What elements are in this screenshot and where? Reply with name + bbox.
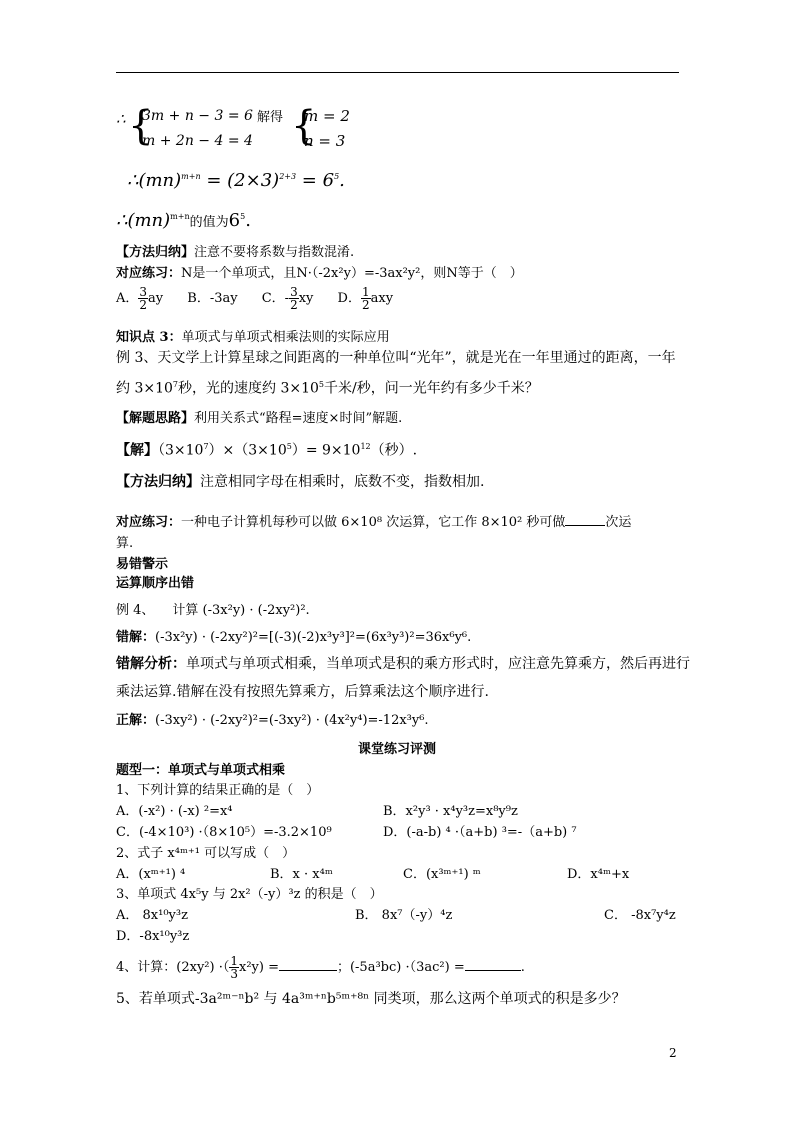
- q3-choice-a: A． 8x¹⁰y³z: [116, 908, 188, 923]
- value-expr: ∴(mn): [116, 210, 171, 231]
- knowledge-point-3: [116, 330, 390, 346]
- q4-sep: ；(-5a³bc) ·（3ac²) =: [336, 960, 465, 975]
- choice-c-fraction: [289, 286, 299, 311]
- analysis-label: 错解分析：: [116, 656, 186, 672]
- q2-choice-c: C．(x³ᵐ⁺¹) ᵐ: [403, 867, 481, 882]
- equation-2: m + 2n − 4 = 4: [142, 133, 253, 149]
- value-tail: 的值为: [189, 215, 229, 230]
- ex3-exp-2: 5: [318, 380, 324, 389]
- practice-2: [116, 515, 631, 531]
- choices-row-1: [116, 286, 393, 311]
- q4-blank-2[interactable]: [465, 970, 521, 971]
- kp3-label: 知识点 3：: [116, 330, 182, 345]
- wrong-text: (-3x²y) · (-2xy²)²=[(-3)(-2)x³y³]²=(6x³y³)²=36x⁶y⁶.: [155, 630, 472, 645]
- q1-choice-a: A．(-x²) · (-x) ²=x⁴: [116, 804, 233, 819]
- choice-a-numerator: 3: [139, 285, 148, 299]
- sol-exp-3: 12: [360, 442, 371, 451]
- q4: [116, 955, 525, 980]
- q4-numerator: 1: [230, 954, 238, 968]
- practice-label-2: 对应练习：: [116, 515, 182, 530]
- ex3-c: 千米/秒，问一光年约有多少千米？: [324, 380, 539, 397]
- power-equation: [127, 170, 345, 192]
- analysis-text-1: 单项式与单项式相乘，当单项式是积的乘方形式时，应注意先算乘方，然后再进行: [186, 656, 690, 672]
- q4-end: .: [520, 960, 525, 975]
- error-analysis-line-2: 乘法运算.错解在没有按照先算乘方，后算乘法这个顺序进行.: [116, 684, 489, 700]
- value-expr-exp: m+n: [170, 212, 190, 221]
- practice-1: [116, 266, 523, 282]
- choice-d-prefix: D．: [337, 291, 361, 306]
- sol-b: ）×（3×10: [208, 442, 287, 459]
- q5: 5、若单项式-3a²ᵐ⁻ⁿb² 与 4a³ᵐ⁺ⁿb⁵ᵐ⁺⁸ⁿ 同类项，那么这两个单项式的积是多少？: [116, 991, 626, 1007]
- sol-a: （3×10: [158, 442, 204, 459]
- value-number: 6: [228, 210, 241, 231]
- practice-label-1: 对应练习：: [116, 266, 182, 281]
- practice-text-2a: 一种电子计算机每秒可以做 6×10⁸ 次运算，它工作 8×10² 秒可做: [181, 515, 566, 530]
- solution-line: [116, 442, 417, 459]
- q4-denominator: 3: [230, 967, 238, 981]
- warning-title: 易错警示: [116, 557, 169, 572]
- ex3-exp-1: 7: [172, 380, 178, 389]
- choice-a-suffix: ay: [148, 291, 164, 306]
- kp3-text: 单项式与单项式相乘法则的实际应用: [181, 330, 390, 345]
- sol-c: ）= 9×10: [291, 442, 361, 459]
- left-brace: {: [128, 103, 154, 149]
- q3-choice-c: C． -8x⁷y⁴z: [604, 908, 676, 923]
- q1-choice-d: D．(-a-b) ⁴ ·（a+b) ³=-（a+b) ⁷: [383, 825, 577, 840]
- practice-text-2b: 次运: [605, 515, 632, 530]
- sol-d: （秒）.: [370, 442, 418, 459]
- q2-choice-a: A．(xᵐ⁺¹) ⁴: [116, 867, 186, 882]
- q1-choice-b: B．x²y³ · x⁴y³z=x⁸y⁹z: [383, 804, 518, 819]
- q1-stem: 1、下列计算的结果正确的是（ ）: [116, 783, 320, 798]
- right-brace: {: [291, 103, 317, 149]
- choice-d-suffix: axy: [370, 291, 394, 306]
- answer-blank[interactable]: [565, 525, 605, 526]
- power-rhs-exp: 5: [334, 172, 340, 181]
- section-title: 课堂练习评测: [357, 742, 436, 757]
- wrong-label: 错解：: [116, 630, 156, 645]
- value-line: [116, 210, 251, 232]
- practice-2-line-2: 算.: [116, 536, 134, 551]
- choice-c-numerator: 3: [290, 285, 298, 299]
- q3-choice-d: D．-8x¹⁰y³z: [116, 929, 190, 944]
- sol-exp-1: 7: [203, 442, 209, 451]
- correct-label: 正解：: [116, 713, 156, 728]
- header-rule: [116, 72, 679, 73]
- q4-pre: 4、计算：(2xy²) ·（: [116, 960, 230, 975]
- choice-b: B．-3ay: [187, 291, 238, 306]
- choice-c-suffix: xy: [298, 291, 314, 306]
- value-end: .: [245, 210, 251, 231]
- ex3-b: 秒，光的速度约 3×10: [178, 380, 319, 397]
- sol-label: 【解】: [116, 442, 158, 459]
- q1-choice-c: C．(-4×10³) ·（8×10⁵）=-3.2×10⁹: [116, 825, 332, 840]
- warning-subtitle: 运算顺序出错: [116, 576, 195, 591]
- therefore-symbol: ∴: [116, 110, 126, 128]
- example-3-line-1: 例 3、天文学上计算星球之间距离的一种单位叫“光年”，就是光在一年里通过的距离，一年: [116, 350, 676, 366]
- power-rhs: = 6: [296, 170, 335, 191]
- example-4: [116, 603, 310, 619]
- solution-m: m = 2: [304, 107, 350, 125]
- method-note-1: [116, 245, 354, 261]
- q4-blank-1[interactable]: [279, 970, 337, 971]
- correct-text: (-3xy²) · (-2xy²)²=(-3xy²) · (4x²y⁴)=-12x³y⁶.: [155, 713, 429, 728]
- solve-label: 解得: [257, 110, 284, 125]
- error-analysis-line-1: [116, 656, 690, 673]
- method-note-2: [116, 474, 484, 491]
- value-number-exp: 5: [240, 212, 246, 221]
- q3-stem: 3、单项式 4x⁵y 与 2x²（-y）³z 的积是（ ）: [116, 887, 383, 902]
- q4-fraction: [229, 955, 239, 980]
- choice-d-denominator: 2: [361, 298, 370, 312]
- method-label-2: 【方法归纳】: [116, 474, 200, 490]
- solution-n: n = 3: [304, 132, 346, 150]
- choice-d-fraction: [361, 286, 371, 311]
- ex4-label: 例 4、: [116, 603, 155, 618]
- q2-choice-b: B．x · x⁴ᵐ: [270, 867, 333, 882]
- sol-exp-2: 5: [286, 442, 292, 451]
- ex3-a: 约 3×10: [116, 380, 173, 397]
- question-type-1: 题型一：单项式与单项式相乘: [116, 763, 286, 778]
- ex4-text: 计算 (-3x²y) · (-2xy²)².: [172, 603, 310, 618]
- choice-a-denominator: 2: [139, 298, 148, 312]
- choice-a-prefix: A．: [116, 291, 139, 306]
- choice-c-denominator: 2: [290, 298, 298, 312]
- think-text: 利用关系式“路程=速度×时间”解题.: [194, 411, 403, 426]
- q3-choice-b: B． 8x⁷（-y）⁴z: [355, 908, 453, 923]
- method-label-1: 【方法归纳】: [116, 245, 195, 260]
- power-lhs-exp: m+n: [181, 172, 201, 181]
- solution-idea: [116, 411, 402, 427]
- method-text-2: 注意相同字母在相乘时，底数不变，指数相加.: [200, 474, 485, 490]
- practice-text-1: N是一个单项式，且N·（-2x²y）=-3ax²y²，则N等于（ ）: [181, 266, 523, 281]
- q4-mid: x²y) =: [238, 960, 279, 975]
- correct-solution: [116, 713, 429, 729]
- page-number: 2: [669, 1046, 677, 1060]
- wrong-solution: [116, 630, 471, 646]
- power-end: .: [339, 170, 345, 191]
- method-text-1: 注意不要将系数与指数混淆.: [194, 245, 355, 260]
- equation-1: 3m + n − 3 = 6: [142, 108, 253, 124]
- choice-c-prefix: C．-: [261, 291, 290, 306]
- choice-d-numerator: 1: [361, 285, 370, 299]
- think-label: 【解题思路】: [116, 411, 195, 426]
- example-3-line-2: [116, 380, 539, 397]
- q2-choice-d: D．x⁴ᵐ+x: [567, 867, 630, 882]
- power-lhs: ∴(mn): [127, 170, 182, 191]
- power-mid: = (2×3): [200, 170, 280, 191]
- power-mid-exp: 2+3: [279, 172, 297, 181]
- q2-stem: 2、式子 x⁴ᵐ⁺¹ 可以写成（ ）: [116, 846, 296, 861]
- choice-a-fraction: [138, 286, 148, 311]
